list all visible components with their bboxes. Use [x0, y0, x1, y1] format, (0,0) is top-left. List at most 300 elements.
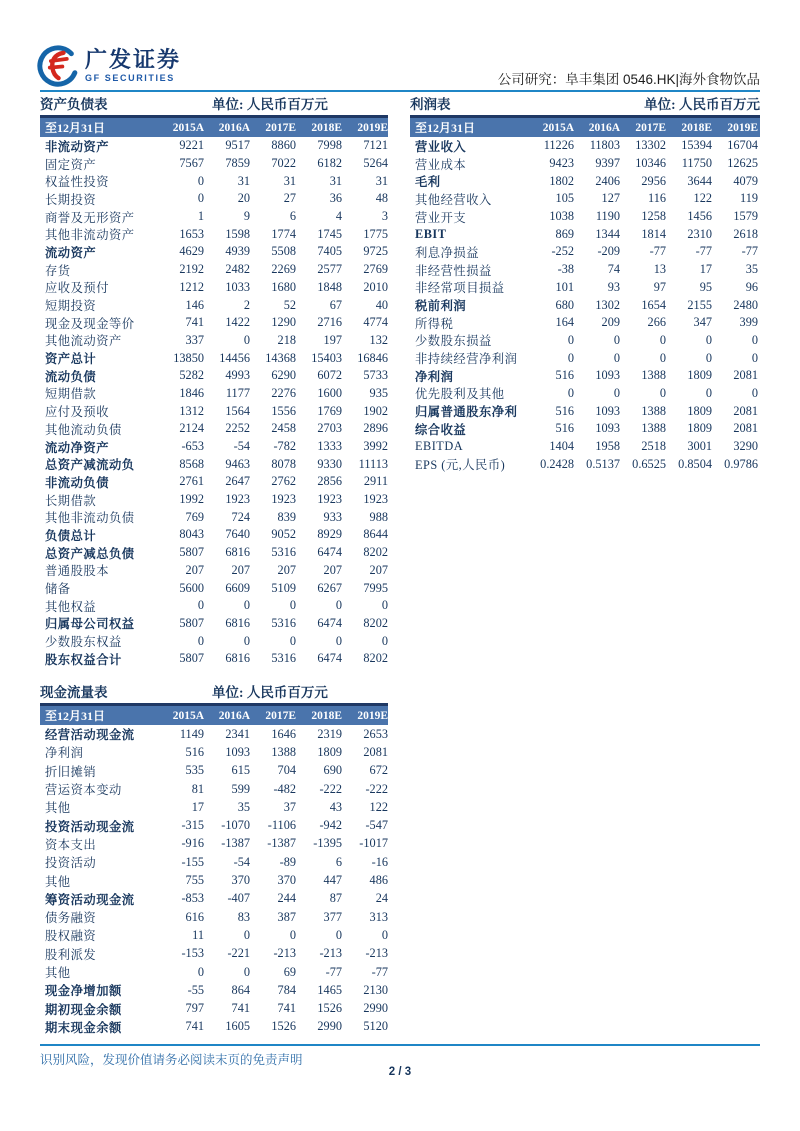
cell-value: 67	[329, 297, 342, 312]
cell-value: 1422	[225, 315, 250, 330]
cell-value: 74	[607, 262, 620, 277]
row-label: 少数股东损益	[415, 334, 492, 349]
cell-value: 0	[289, 633, 296, 648]
table-title: 资产负债表	[40, 97, 108, 112]
year-column-header: 2016A	[218, 709, 250, 722]
cell-value: 1775	[363, 226, 388, 241]
cell-value: 741	[185, 1019, 204, 1034]
cell-value: -77	[695, 244, 712, 259]
cell-value: 1290	[271, 315, 296, 330]
row-label: 其他	[45, 874, 71, 889]
cell-value: 7640	[225, 527, 250, 542]
cell-value: 1802	[549, 173, 574, 188]
row-label: 投资活动	[45, 856, 97, 871]
cell-value: 16846	[357, 350, 388, 365]
row-label: 现金净增加额	[45, 984, 122, 999]
cell-value: 164	[555, 315, 574, 330]
cell-value: 0	[659, 332, 666, 347]
cell-value: 2310	[687, 226, 712, 241]
cell-value: 741	[185, 315, 204, 330]
table-row	[40, 615, 388, 633]
row-label: 存货	[45, 263, 71, 278]
table-row	[40, 945, 388, 963]
row-label: 其他流动资产	[45, 334, 122, 349]
table-row	[40, 816, 388, 834]
cell-value: 1038	[549, 209, 574, 224]
cell-value: 0	[243, 332, 250, 347]
cell-value: 2703	[317, 421, 342, 436]
cell-value: 6609	[225, 580, 250, 595]
cell-value: 11750	[681, 156, 712, 171]
year-column-header: 2018E	[311, 709, 342, 722]
table-row	[40, 762, 388, 780]
cell-value: 0	[705, 350, 712, 365]
table-row	[40, 137, 388, 155]
cell-value: 132	[369, 332, 388, 347]
cell-value: 7998	[317, 138, 342, 153]
row-label: 长期投资	[45, 192, 97, 207]
cell-value: 2406	[595, 173, 620, 188]
row-label: 非流动资产	[45, 139, 109, 154]
cell-value: -1017	[359, 836, 388, 851]
gf-logo-icon	[36, 44, 80, 88]
cell-value: 0	[381, 927, 388, 942]
cell-value: 0	[751, 350, 758, 365]
cell-value: 1654	[641, 297, 666, 312]
row-label: 期初现金余额	[45, 1002, 122, 1017]
cell-value: 1258	[641, 209, 666, 224]
cell-value: 1774	[271, 226, 296, 241]
table-row	[40, 420, 388, 438]
cell-value: 1177	[225, 385, 250, 400]
table-row	[410, 438, 760, 456]
cell-value: 5316	[271, 615, 296, 630]
row-label: 权益性投资	[45, 175, 109, 190]
cell-value: 2081	[733, 421, 758, 436]
row-label: 债务融资	[45, 911, 97, 926]
cell-value: 1212	[179, 279, 204, 294]
cell-value: 5316	[271, 651, 296, 666]
cell-value: 2896	[363, 421, 388, 436]
cell-value: 1809	[687, 368, 712, 383]
cell-value: 7995	[363, 580, 388, 595]
cell-value: 1093	[595, 368, 620, 383]
cash-flow-table	[40, 684, 388, 1036]
table-row	[40, 743, 388, 761]
cell-value: 127	[601, 191, 620, 206]
cell-value: 6474	[317, 615, 342, 630]
cell-value: 1465	[317, 982, 342, 997]
cell-value: 1333	[317, 439, 342, 454]
cell-value: 1404	[549, 439, 574, 454]
cell-value: 6072	[317, 368, 342, 383]
table-row	[40, 1018, 388, 1036]
table-row	[410, 455, 760, 473]
row-label: 营业开支	[415, 210, 467, 225]
cell-value: 1388	[641, 368, 666, 383]
gf-securities-logo	[36, 44, 181, 88]
row-label: 净利润	[45, 746, 84, 761]
cell-value: 5264	[363, 156, 388, 171]
cell-value: -155	[181, 854, 204, 869]
cell-value: 9	[243, 209, 250, 224]
year-column-header: 2017E	[635, 121, 666, 134]
cell-value: 12625	[727, 156, 758, 171]
cell-value: 2269	[271, 262, 296, 277]
table-row	[410, 385, 760, 403]
cell-value: 0	[659, 385, 666, 400]
cell-value: 2716	[317, 315, 342, 330]
table-row	[40, 562, 388, 580]
table-row	[40, 243, 388, 261]
cell-value: 0	[335, 633, 342, 648]
cell-value: 2081	[733, 368, 758, 383]
cell-value: 4993	[225, 368, 250, 383]
cell-value: 0	[705, 332, 712, 347]
cell-value: 370	[277, 873, 296, 888]
cell-value: 2124	[179, 421, 204, 436]
table-row	[410, 296, 760, 314]
cell-value: 1600	[317, 385, 342, 400]
row-label: 投资活动现金流	[45, 819, 135, 834]
row-label: 其他权益	[45, 599, 97, 614]
cell-value: 516	[185, 744, 204, 759]
cell-value: -547	[365, 818, 388, 833]
cell-value: -54	[233, 439, 250, 454]
cell-value: -55	[187, 982, 204, 997]
cell-value: 207	[369, 562, 388, 577]
cell-value: 207	[185, 562, 204, 577]
cell-value: 146	[185, 297, 204, 312]
cell-value: 15394	[681, 138, 712, 153]
cell-value: 122	[369, 799, 388, 814]
cell-value: 1456	[687, 209, 712, 224]
row-label: 少数股东权益	[45, 635, 122, 650]
cell-value: 6474	[317, 651, 342, 666]
table-row	[40, 155, 388, 173]
cell-value: 27	[283, 191, 296, 206]
row-label: 负债总计	[45, 528, 97, 543]
cell-value: 1598	[225, 226, 250, 241]
table-row	[40, 908, 388, 926]
cell-value: 5316	[271, 545, 296, 560]
cell-value: 0	[705, 385, 712, 400]
cell-value: 1958	[595, 439, 620, 454]
cell-value: 207	[231, 562, 250, 577]
cell-value: 5120	[363, 1019, 388, 1034]
cell-value: 2192	[179, 262, 204, 277]
cell-value: 0	[381, 633, 388, 648]
cell-value: 0	[335, 927, 342, 942]
table-row	[40, 172, 388, 190]
cell-value: 3001	[687, 439, 712, 454]
cell-value: -54	[233, 854, 250, 869]
table-row	[410, 208, 760, 226]
cell-value: -1070	[221, 818, 250, 833]
cell-value: -77	[371, 964, 388, 979]
cell-value: 8078	[271, 456, 296, 471]
unit-label: 单位: 人民币百万元	[212, 685, 328, 700]
row-label: 股权融资	[45, 929, 97, 944]
table-title: 现金流量表	[40, 685, 108, 700]
table-row	[40, 296, 388, 314]
cell-value: 1769	[317, 403, 342, 418]
cell-value: 2618	[733, 226, 758, 241]
row-label: 现金及现金等价	[45, 316, 135, 331]
row-label: 其他非流动资产	[45, 228, 135, 243]
cell-value: 4079	[733, 173, 758, 188]
cell-value: -252	[551, 244, 574, 259]
cell-value: 1814	[641, 226, 666, 241]
cell-value: 5733	[363, 368, 388, 383]
cell-value: 52	[283, 297, 296, 312]
cell-value: 5282	[179, 368, 204, 383]
row-label: EBIT	[415, 226, 447, 241]
row-label: EPS (元,人民币)	[415, 458, 506, 473]
cell-value: 1093	[225, 744, 250, 759]
table-row	[40, 544, 388, 562]
cell-value: 0	[243, 633, 250, 648]
row-label: EBITDA	[415, 439, 464, 454]
income-statement-table	[410, 96, 760, 473]
table-row	[40, 890, 388, 908]
cell-value: 0	[567, 385, 574, 400]
cell-value: -213	[365, 946, 388, 961]
cell-value: -77	[741, 244, 758, 259]
cell-value: 81	[191, 781, 204, 796]
cell-value: 7405	[317, 244, 342, 259]
row-label: 利息净损益	[415, 245, 479, 260]
cell-value: 1809	[317, 744, 342, 759]
cell-value: 2956	[641, 173, 666, 188]
table-row	[40, 438, 388, 456]
cell-value: 0	[567, 350, 574, 365]
cell-value: 1646	[271, 726, 296, 741]
cell-value: 105	[555, 191, 574, 206]
cell-value: -1106	[267, 818, 296, 833]
cell-value: 4	[335, 209, 342, 224]
cell-value: 1809	[687, 421, 712, 436]
cell-value: -213	[273, 946, 296, 961]
row-label: 其他流动负债	[45, 422, 122, 437]
cell-value: -209	[597, 244, 620, 259]
cell-value: 101	[555, 279, 574, 294]
cell-value: 8043	[179, 527, 204, 542]
cell-value: 0	[613, 350, 620, 365]
row-label: 非经营性损益	[415, 263, 492, 278]
cell-value: 4774	[363, 315, 388, 330]
cell-value: 8202	[363, 651, 388, 666]
page-number: 2 / 3	[388, 1066, 412, 1078]
cell-value: 313	[369, 909, 388, 924]
cell-value: 10346	[635, 156, 666, 171]
cell-value: 672	[369, 763, 388, 778]
date-header: 至12月31日	[415, 121, 476, 135]
table-row	[40, 725, 388, 743]
cell-value: 197	[323, 332, 342, 347]
cell-value: 1923	[363, 492, 388, 507]
cell-value: -942	[319, 818, 342, 833]
cell-value: 8202	[363, 545, 388, 560]
table-row	[410, 402, 760, 420]
row-label: 短期投资	[45, 299, 97, 314]
cell-value: 207	[277, 562, 296, 577]
row-label: 短期借款	[45, 387, 97, 402]
cell-value: 0	[335, 598, 342, 613]
cell-value: 0	[197, 191, 204, 206]
cell-value: 6	[335, 854, 342, 869]
cell-value: 2762	[271, 474, 296, 489]
cell-value: 40	[375, 297, 388, 312]
cell-value: 0	[659, 350, 666, 365]
row-label: 其他非流动负债	[45, 511, 135, 526]
row-label: 毛利	[415, 175, 441, 190]
cell-value: -222	[365, 781, 388, 796]
row-label: 归属母公司权益	[45, 617, 135, 632]
cell-value: 83	[237, 909, 250, 924]
cell-value: 5807	[179, 545, 204, 560]
cell-value: 0	[613, 385, 620, 400]
cell-value: -653	[181, 439, 204, 454]
table-title: 利润表	[410, 97, 451, 112]
cell-value: -1395	[313, 836, 342, 851]
logo-name-cn: 广发证券	[85, 47, 182, 72]
cell-value: 2276	[271, 385, 296, 400]
table-row	[40, 798, 388, 816]
cell-value: 48	[375, 191, 388, 206]
table-row	[40, 579, 388, 597]
table-row	[410, 261, 760, 279]
cell-value: 447	[323, 873, 342, 888]
risk-disclaimer: 识别风险，发现价值请务必阅读末页的免责声明	[40, 1053, 303, 1067]
cell-value: 616	[185, 909, 204, 924]
cell-value: 1923	[317, 492, 342, 507]
cell-value: 1312	[179, 403, 204, 418]
cell-value: 8644	[363, 527, 388, 542]
cell-value: 6	[289, 209, 296, 224]
cell-value: 0.2428	[540, 456, 574, 471]
cell-value: 9052	[271, 527, 296, 542]
cell-value: -782	[273, 439, 296, 454]
date-header: 至12月31日	[45, 121, 106, 135]
cell-value: 95	[699, 279, 712, 294]
cell-value: 1149	[179, 726, 204, 741]
cell-value: 2458	[271, 421, 296, 436]
cell-value: 36	[329, 191, 342, 206]
cell-value: 1344	[595, 226, 620, 241]
cell-value: 1093	[595, 403, 620, 418]
table-row	[40, 190, 388, 208]
cell-value: -77	[649, 244, 666, 259]
table-row	[40, 981, 388, 999]
year-column-header: 2018E	[681, 121, 712, 134]
cell-value: 2577	[317, 262, 342, 277]
logo-name-en: GF SECURITIES	[85, 73, 175, 83]
year-column-header: 2015A	[172, 709, 204, 722]
cell-value: 69	[283, 964, 296, 979]
cell-value: 399	[739, 315, 758, 330]
year-column-header: 2015A	[542, 121, 574, 134]
table-row	[40, 999, 388, 1017]
cell-value: 935	[369, 385, 388, 400]
row-label: 筹资活动现金流	[45, 892, 135, 907]
cell-value: 755	[185, 873, 204, 888]
table-row	[40, 402, 388, 420]
cell-value: 0	[613, 332, 620, 347]
cell-value: -77	[325, 964, 342, 979]
cell-value: 0	[197, 633, 204, 648]
cell-value: 87	[329, 891, 342, 906]
row-label: 归属普通股东净利	[415, 405, 518, 420]
cell-value: 741	[231, 1001, 250, 1016]
cell-value: 8568	[179, 456, 204, 471]
table-row	[410, 314, 760, 332]
cell-value: -853	[181, 891, 204, 906]
table-row	[410, 243, 760, 261]
cell-value: 9463	[225, 456, 250, 471]
year-column-header: 2017E	[265, 121, 296, 134]
cell-value: 9397	[595, 156, 620, 171]
cell-value: -482	[273, 781, 296, 796]
table-row	[40, 835, 388, 853]
cell-value: 96	[745, 279, 758, 294]
cell-value: -89	[279, 854, 296, 869]
cell-value: 7859	[225, 156, 250, 171]
cell-value: 2761	[179, 474, 204, 489]
cell-value: 337	[185, 332, 204, 347]
row-label: 营运资本变动	[45, 783, 122, 798]
cell-value: 2653	[363, 726, 388, 741]
cell-value: 1526	[271, 1019, 296, 1034]
row-label: 股利派发	[45, 947, 97, 962]
row-label: 流动负债	[45, 369, 97, 384]
row-label: 营业收入	[415, 139, 467, 154]
table-row	[410, 137, 760, 155]
table-row	[40, 926, 388, 944]
cell-value: 9330	[317, 456, 342, 471]
cell-value: 0	[289, 598, 296, 613]
cell-value: 1388	[641, 403, 666, 418]
row-label: 商誉及无形资产	[45, 210, 135, 225]
cell-value: 14456	[219, 350, 250, 365]
row-label: 资本支出	[45, 837, 97, 852]
cell-value: 2990	[363, 1001, 388, 1016]
table-row	[40, 261, 388, 279]
cell-value: 5600	[179, 580, 204, 595]
cell-value: 2480	[733, 297, 758, 312]
cell-value: 0	[197, 598, 204, 613]
cell-value: 769	[185, 509, 204, 524]
table-row	[40, 332, 388, 350]
cell-value: 14368	[265, 350, 296, 365]
year-column-header: 2018E	[311, 121, 342, 134]
table-header-row	[40, 115, 388, 137]
cell-value: 1923	[271, 492, 296, 507]
cell-value: 3644	[687, 173, 712, 188]
cell-value: 690	[323, 763, 342, 778]
cell-value: 0.9786	[724, 456, 758, 471]
cell-value: 8929	[317, 527, 342, 542]
cell-value: 119	[740, 191, 758, 206]
cell-value: 9725	[363, 244, 388, 259]
cell-value: 7022	[271, 156, 296, 171]
cell-value: 5508	[271, 244, 296, 259]
cell-value: 2856	[317, 474, 342, 489]
cell-value: 17	[191, 799, 204, 814]
cell-value: 1992	[179, 492, 204, 507]
cell-value: 724	[231, 509, 250, 524]
table-row	[40, 871, 388, 889]
